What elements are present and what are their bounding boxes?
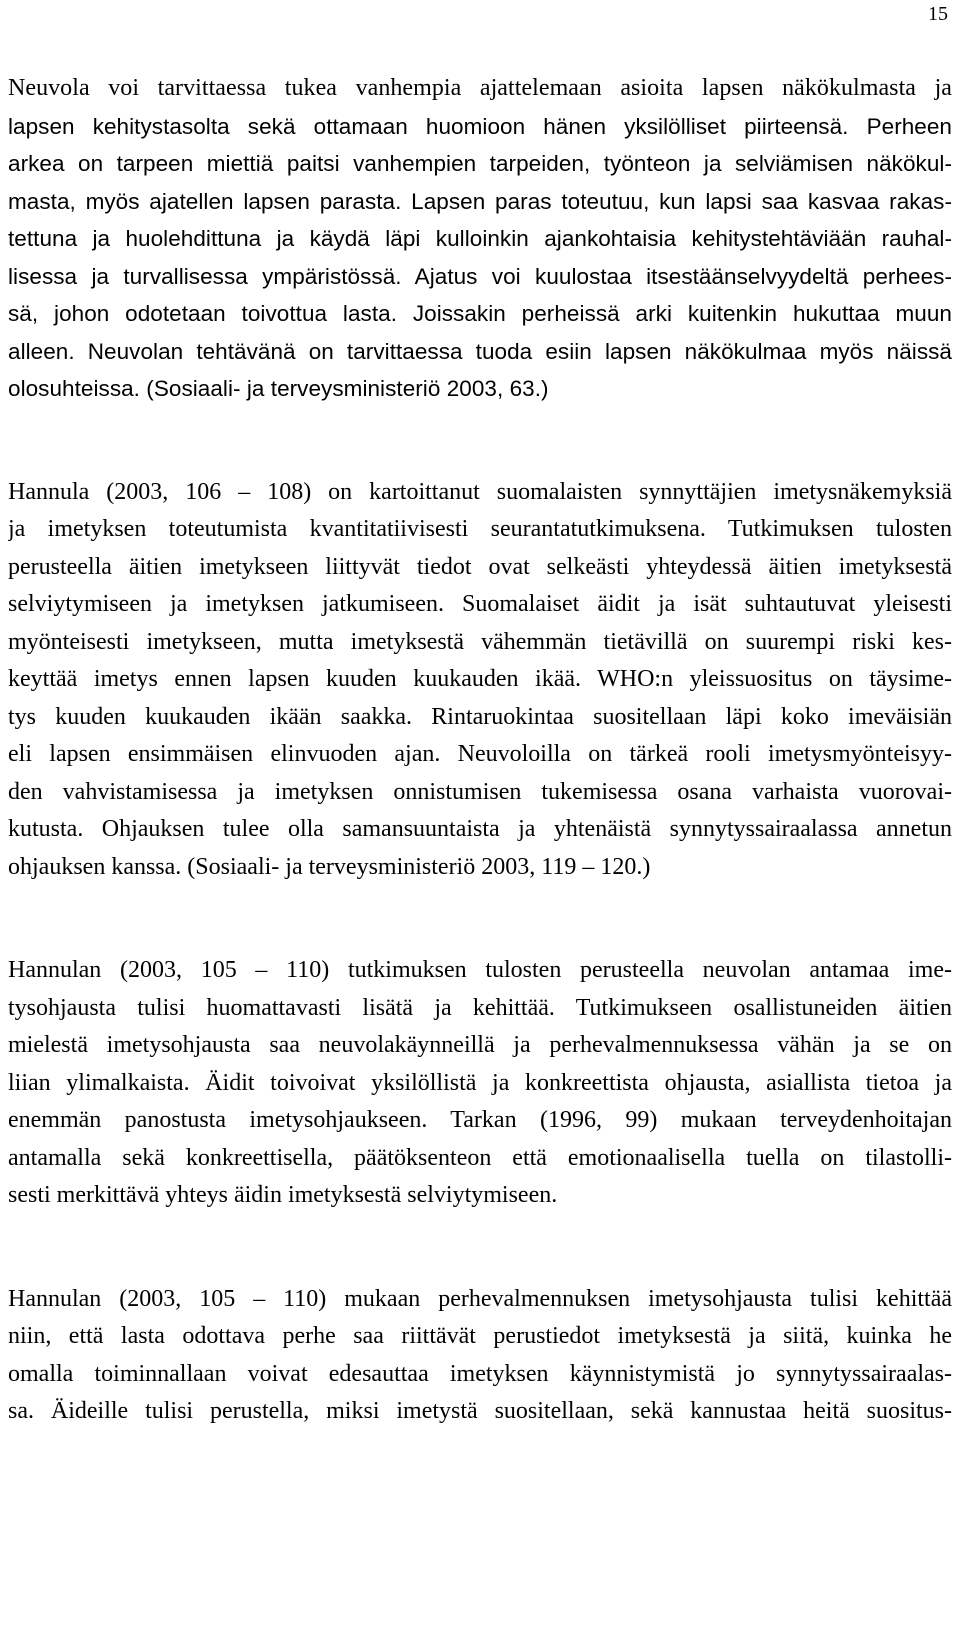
text-line: ja imetyksen toteutumista kvantitatiivisesti seurantatutkimuksena. Tutkimuksen tulosten (8, 516, 952, 542)
text-line: sä, johon odotetaan toivottua lasta. Joissakin perheissä arki kuitenkin hukuttaa muun (8, 301, 952, 326)
text-line: eli lapsen ensimmäisen elinvuoden ajan. Neuvoloilla on tärkeä rooli imetysmyönteisyy- (8, 741, 952, 767)
text-line: sesti merkittävä yhteys äidin imetyksestä selviytymiseen. (8, 1182, 558, 1208)
text-line: Neuvola voi tarvittaessa tukea vanhempia ajattelemaan asioita lapsen näkökulmasta ja (8, 75, 952, 101)
text-line: ohjauksen kanssa. (Sosiaali- ja terveysministeriö 2003, 119 – 120.) (8, 853, 651, 880)
text-line: den vahvistamisessa ja imetyksen onnistumisen tukemisessa osana varhaista vuorovai- (8, 778, 952, 805)
paragraph-2 (8, 474, 952, 887)
text-line: Hannula (2003, 106 – 108) on kartoittanut suomalaisten synnyttäjien imetysnäkemyksiä (8, 478, 952, 505)
paragraph-3 (8, 952, 952, 1215)
text-line: omalla toiminnallaan voivat edesauttaa imetyksen käynnistymistä jo synnytyssairaalas- (8, 1360, 952, 1387)
text-line: lapsen kehitystasolta sekä ottamaan huomioon hänen yksilölliset piirteensä. Perheen (8, 113, 952, 139)
paragraph-4 (8, 1281, 952, 1431)
text-line: myönteisesti imetykseen, mutta imetyksestä vähemmän tietävillä on suurempi riski kes- (8, 628, 952, 655)
text-line: tettuna ja huolehdittuna ja käydä läpi kulloinkin ajankohtaisia kehitystehtäviään rauhal- (8, 226, 952, 251)
text-line: arkea on tarpeen miettiä paitsi vanhempien tarpeiden, työnteon ja selviämisen näkökul- (8, 151, 952, 176)
text-line: alleen. Neuvolan tehtävänä on tarvittaessa tuoda esiin lapsen näkökulmaa myös näissä (8, 338, 952, 364)
text-line: tysohjausta tulisi huomattavasti lisätä ja kehittää. Tutkimukseen osallistuneiden äitien (8, 994, 952, 1021)
text-line: masta, myös ajatellen lapsen parasta. Lapsen paras toteutuu, kun lapsi saa kasvaa rakas- (8, 188, 952, 214)
text-line: olosuhteissa. (Sosiaali- ja terveysministeriö 2003, 63.) (8, 376, 549, 401)
text-line: Hannulan (2003, 105 – 110) tutkimuksen tulosten perusteella neuvolan antamaa ime- (8, 957, 952, 983)
text-line: keyttää imetys ennen lapsen kuuden kuukauden ikää. WHO:n yleissuositus on täysime- (8, 666, 952, 692)
text-line: perusteella äitien imetykseen liittyvät tiedot ovat selkeästi yhteydessä äitien imetyksestä (8, 553, 952, 580)
text-line: mielestä imetysohjausta saa neuvolakäynneillä ja perhevalmennuksessa vähän ja se on (8, 1032, 952, 1058)
text-line: liian ylimalkaista. Äidit toivoivat yksilöllistä ja konkreettista ohjausta, asiallista tietoa ja (8, 1069, 952, 1096)
text-line: kutusta. Ohjauksen tulee olla samansuuntaista ja yhtenäistä synnytyssairaalassa annetun (8, 816, 952, 842)
text-line: Hannulan (2003, 105 – 110) mukaan perhevalmennuksen imetysohjausta tulisi kehittää (8, 1285, 952, 1312)
text-line: lisessa ja turvallisessa ympäristössä. Ajatus voi kuulostaa itsestäänselvyydeltä perhees- (8, 263, 952, 289)
text-line: niin, että lasta odottava perhe saa riittävät perustiedot imetyksestä ja siitä, kuinka he (8, 1323, 952, 1349)
text-line: enemmän panostusta imetysohjaukseen. Tarkan (1996, 99) mukaan terveydenhoitajan (8, 1107, 952, 1133)
document-body (8, 70, 952, 1431)
text-line: tys kuuden kuukauden ikään saakka. Rintaruokintaa suositellaan läpi koko imeväisiän (8, 703, 952, 730)
text-line: sa. Äideille tulisi perustella, miksi imetystä suositellaan, sekä kannustaa heitä suositus- (8, 1398, 952, 1424)
text-line: selviytymiseen ja imetyksen jatkumiseen. Suomalaiset äidit ja isät suhtautuvat yleisesti (8, 591, 952, 617)
page-number: 15 (928, 3, 948, 25)
paragraph-1 (8, 70, 952, 408)
text-line: antamalla sekä konkreettisella, päätöksenteon että emotionaalisella tuella on tilastolli- (8, 1144, 952, 1171)
